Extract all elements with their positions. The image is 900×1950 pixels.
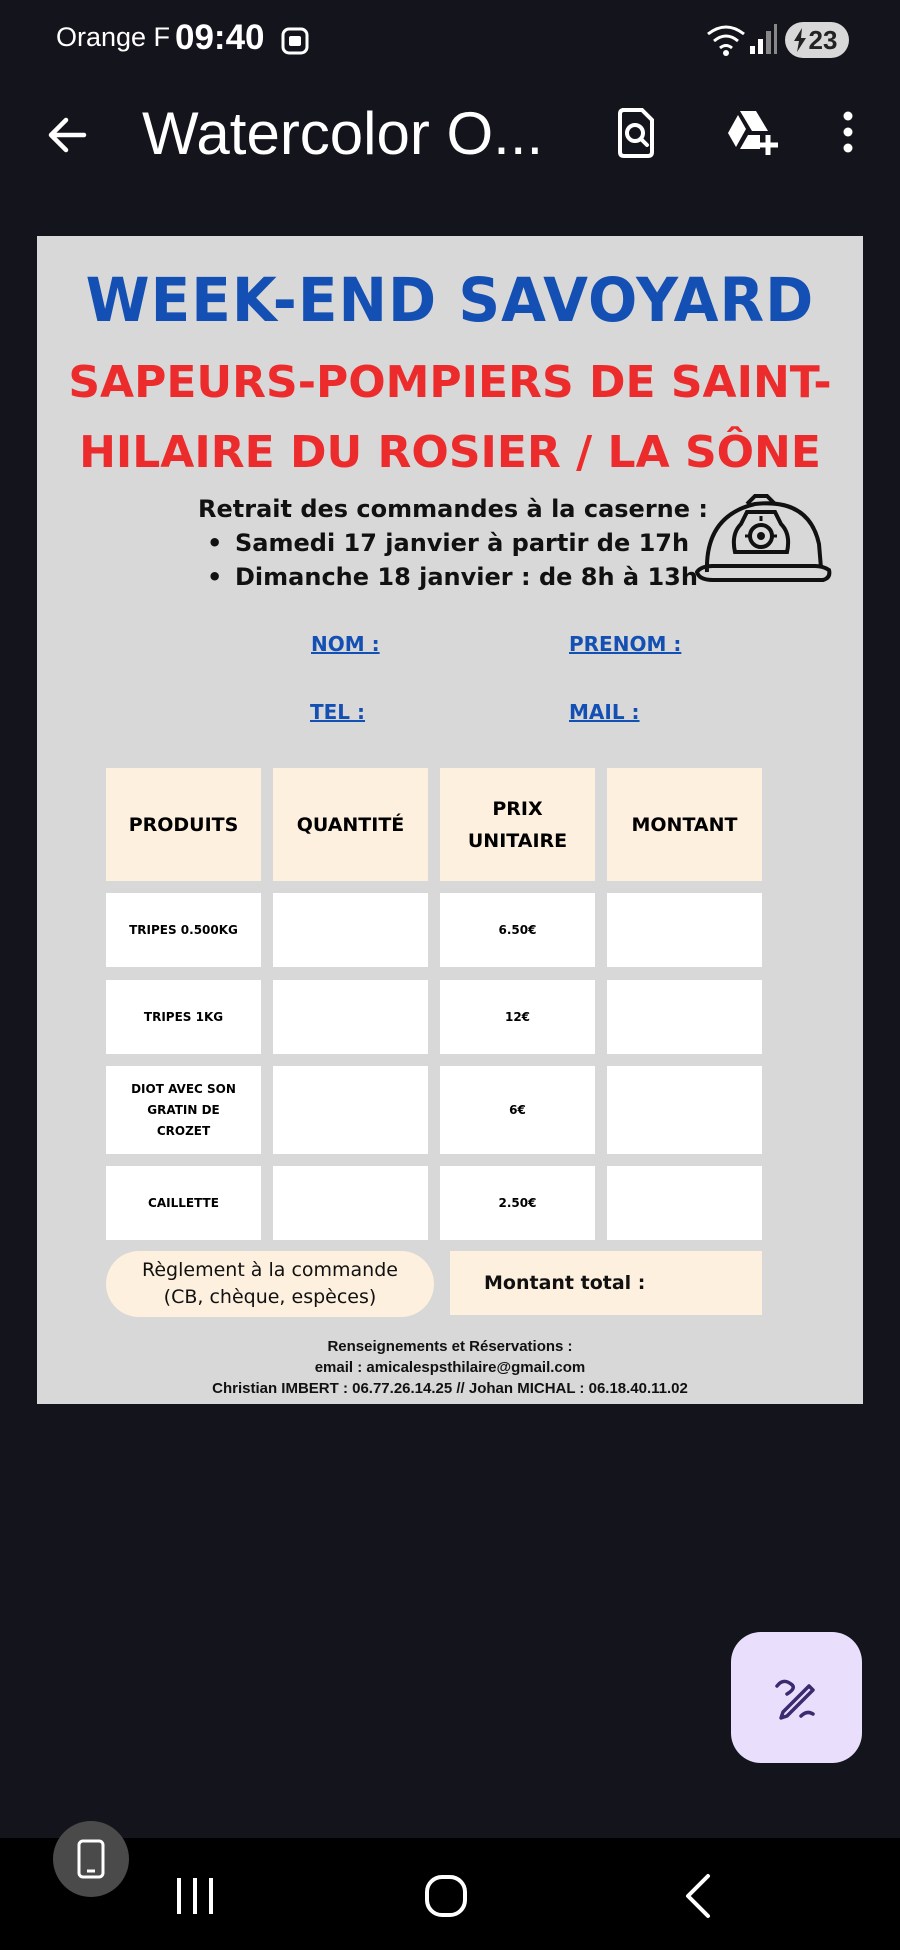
battery-charging-icon	[793, 28, 807, 52]
table-cell-product: TRIPES 0.500KG	[106, 893, 261, 967]
pickup-item: • Dimanche 18 janvier : de 8h à 13h	[197, 560, 717, 594]
more-vertical-icon[interactable]	[836, 107, 860, 157]
table-cell-price: 6€	[440, 1066, 595, 1154]
contact-info	[37, 1336, 863, 1399]
recent-apps-icon[interactable]	[165, 1866, 225, 1926]
poster-title: WEEK-END SAVOYARD	[85, 264, 815, 336]
status-bar	[0, 0, 900, 80]
home-icon[interactable]	[416, 1866, 476, 1926]
screenshot-icon	[280, 26, 310, 56]
table-cell-quantity[interactable]	[273, 1166, 428, 1240]
pickup-item: • Samedi 17 janvier à partir de 17h	[197, 526, 717, 560]
contact-email: email : amicalespsthilaire@gmail.com	[314, 1359, 586, 1376]
drive-add-icon[interactable]	[722, 107, 780, 157]
wifi-icon	[706, 22, 746, 58]
document-page[interactable]	[37, 236, 863, 1404]
document-search-icon[interactable]	[612, 107, 660, 159]
table-cell-product: DIOT AVEC SON GRATIN DE CROZET	[106, 1066, 261, 1154]
table-cell-product: TRIPES 1KG	[106, 980, 261, 1054]
table-cell-product: CAILLETTE	[106, 1166, 261, 1240]
contact-phones: Christian IMBERT : 06.77.26.14.25 // Johan MICHAL : 06.18.40.11.02	[212, 1380, 688, 1397]
signal-icon	[748, 22, 778, 56]
pickup-info	[197, 492, 717, 594]
carrier-name: Orange F	[56, 22, 171, 52]
table-cell-amount[interactable]	[607, 1166, 762, 1240]
edit-fab-button[interactable]	[731, 1632, 862, 1763]
total-amount: Montant total :	[450, 1251, 762, 1315]
nav-back-icon[interactable]	[670, 1866, 730, 1926]
nom-label: NOM :	[311, 632, 380, 656]
payment-line: Règlement à la commande	[142, 1259, 398, 1281]
edit-pen-icon	[771, 1672, 823, 1724]
pickup-heading: Retrait des commandes à la caserne :	[198, 495, 708, 523]
payment-line: (CB, chèque, espèces)	[163, 1286, 377, 1308]
table-cell-quantity[interactable]	[273, 980, 428, 1054]
table-header-prix: PRIX UNITAIRE	[440, 768, 595, 881]
table-cell-quantity[interactable]	[273, 893, 428, 967]
table-header-montant: MONTANT	[607, 768, 762, 881]
phone-pill-button[interactable]	[53, 1821, 129, 1897]
table-header-quantite: QUANTITÉ	[273, 768, 428, 881]
table-cell-price: 6.50€	[440, 893, 595, 967]
phone-pill-icon	[75, 1839, 107, 1879]
prenom-label: PRENOM :	[569, 632, 682, 656]
contact-heading: Renseignements et Réservations :	[327, 1338, 573, 1355]
status-clock: 09:40	[175, 18, 265, 57]
tel-label: TEL :	[310, 700, 366, 724]
table-cell-amount[interactable]	[607, 893, 762, 967]
pickup-list	[197, 526, 717, 594]
table-cell-amount[interactable]	[607, 1066, 762, 1154]
mail-label: MAIL :	[569, 700, 640, 724]
navigation-bar	[0, 1838, 900, 1950]
table-cell-price: 2.50€	[440, 1166, 595, 1240]
table-header-produits: PRODUITS	[106, 768, 261, 881]
payment-info	[106, 1251, 434, 1317]
document-title: Watercolor O...	[142, 100, 544, 167]
battery-level: 23	[808, 24, 838, 55]
battery-indicator	[785, 22, 849, 58]
table-cell-quantity[interactable]	[273, 1066, 428, 1154]
firefighter-helmet-icon	[695, 494, 833, 590]
poster-subtitle: SAPEURS-POMPIERS DE SAINT-HILAIRE DU ROSIER / LA SÔNE	[68, 357, 832, 478]
table-cell-amount[interactable]	[607, 980, 762, 1054]
app-bar	[0, 85, 900, 185]
table-cell-price: 12€	[440, 980, 595, 1054]
back-arrow-icon[interactable]	[40, 107, 96, 163]
